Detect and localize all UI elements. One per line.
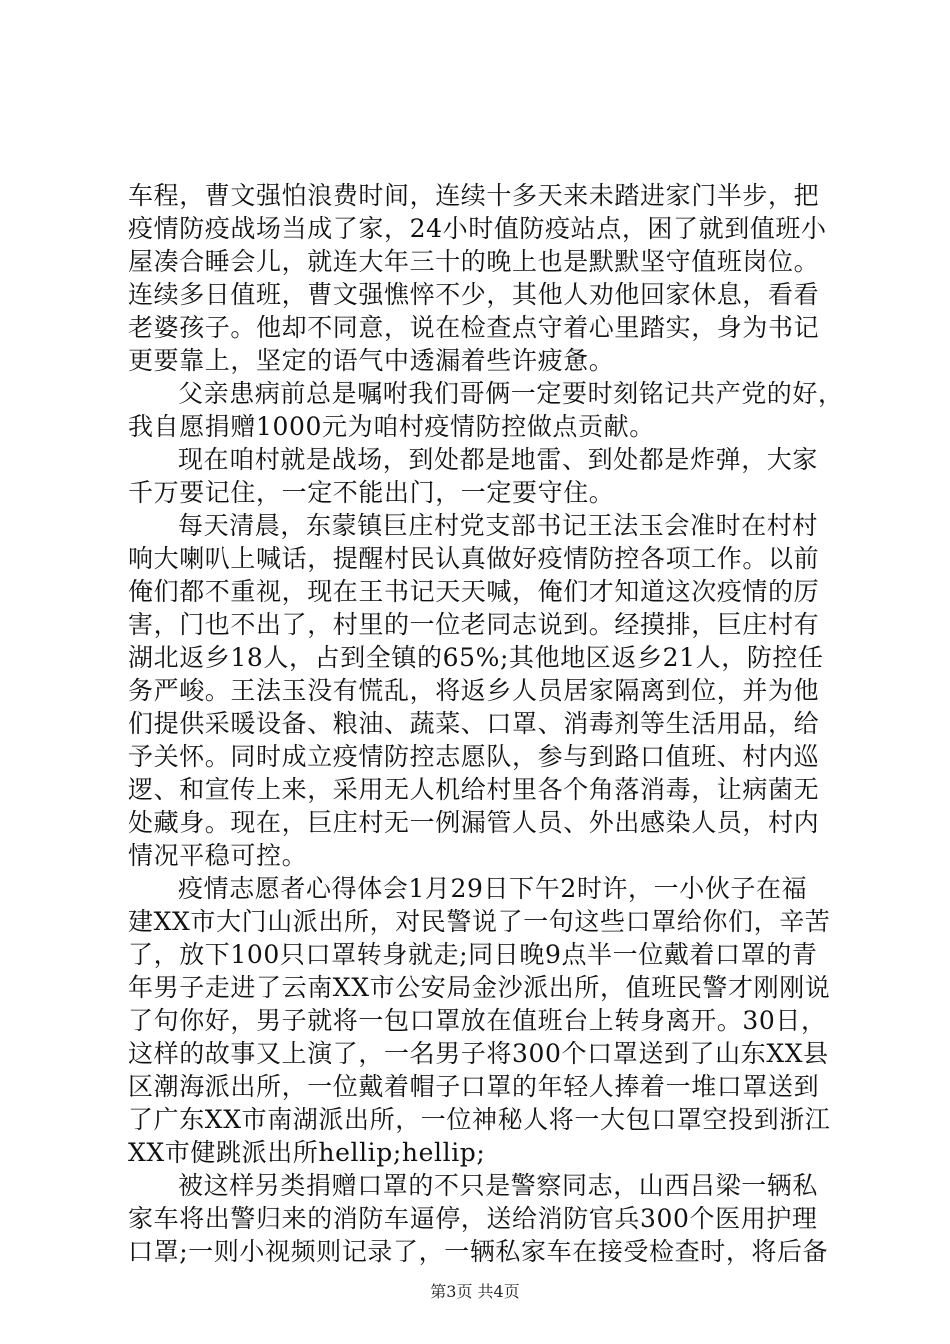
text-line: XX市健跳派出所hellip;hellip; — [128, 1138, 486, 1167]
text-line: 了广东XX市南湖派出所，一位神秘人将一大包口罩空投到浙江 — [128, 1105, 831, 1134]
paragraph-first-line: 每天清晨，东蒙镇巨庄村党支部书记王法玉会准时在村村 — [178, 511, 819, 540]
text-line: 湖北返乡18人，占到全镇的65%;其他地区返乡21人，防控任 — [128, 643, 824, 672]
text-line: 这样的故事又上演了，一名男子将300个口罩送到了山东XX县 — [128, 1039, 829, 1068]
paragraph-first-line: 被这样另类捐赠口罩的不只是警察同志，山西吕梁一辆私 — [178, 1171, 819, 1200]
text-line: 了，放下100只口罩转身就走;同日晚9点半一位戴着口罩的青 — [128, 940, 818, 969]
page-number-footer: 第3页 共4页 — [430, 1282, 520, 1301]
text-line: 响大喇叭上喊话，提醒村民认真做好疫情防控各项工作。以前 — [128, 544, 820, 573]
text-line: 更要靠上，坚定的语气中透漏着些许疲惫。 — [128, 346, 615, 375]
text-line: 情况平稳可控。 — [128, 841, 308, 870]
text-line: 家车将出警归来的消防车逼停，送给消防官兵300个医用护理 — [128, 1204, 818, 1233]
text-line: 口罩;一则小视频则记录了，一辆私家车在接受检查时，将后备 — [128, 1237, 829, 1266]
text-line: 了句你好，男子就将一包口罩放在值班台上转身离开。30日， — [128, 1006, 827, 1035]
paragraph-first-line: 父亲患病前总是嘱咐我们哥俩一定要时刻铭记共产党的好， — [178, 379, 844, 408]
paragraph-first-line: 疫情志愿者心得体会1月29日下午2时许，一小伙子在福 — [178, 874, 808, 903]
paragraph-first-line: 现在咱村就是战场，到处都是地雷、到处都是炸弹，大家 — [178, 445, 819, 474]
text-line: 年男子走进了云南XX市公安局金沙派出所，值班民警才刚刚说 — [128, 973, 831, 1002]
text-line: 俺们都不重视，现在王书记天天喊，俺们才知道这次疫情的厉 — [128, 577, 820, 606]
text-line: 区潮海派出所，一位戴着帽子口罩的年轻人捧着一堆口罩送到 — [128, 1072, 820, 1101]
text-line: 千万要记住，一定不能出门，一定要守住。 — [128, 478, 615, 507]
text-line: 予关怀。同时成立疫情防控志愿队，参与到路口值班、村内巡 — [128, 742, 820, 771]
text-line: 我自愿捐赠1000元为咱村疫情防控做点贡献。 — [128, 412, 655, 441]
text-line: 务严峻。王法玉没有慌乱，将返乡人员居家隔离到位，并为他 — [128, 676, 820, 705]
text-line: 们提供采暖设备、粮油、蔬菜、口罩、消毒剂等生活用品，给 — [128, 709, 820, 738]
text-line: 处藏身。现在，巨庄村无一例漏管人员、外出感染人员，村内 — [128, 808, 820, 837]
text-line: 建XX市大门山派出所，对民警说了一句这些口罩给你们，辛苦 — [128, 907, 831, 936]
text-line: 逻、和宣传上来，采用无人机给村里各个角落消毒，让病菌无 — [128, 775, 820, 804]
text-line: 屋凑合睡会儿，就连大年三十的晚上也是默默坚守值班岗位。 — [128, 247, 820, 276]
text-line: 连续多日值班，曹文强憔悴不少，其他人劝他回家休息，看看 — [128, 280, 820, 309]
text-line: 车程，曹文强怕浪费时间，连续十多天来未踏进家门半步，把 — [128, 181, 820, 210]
text-line: 害，门也不出了，村里的一位老同志说到。经摸排，巨庄村有 — [128, 610, 820, 639]
text-line: 老婆孩子。他却不同意，说在检查点守着心里踏实，身为书记 — [128, 313, 820, 342]
text-line: 疫情防疫战场当成了家，24小时值防疫站点，困了就到值班小 — [128, 214, 827, 243]
